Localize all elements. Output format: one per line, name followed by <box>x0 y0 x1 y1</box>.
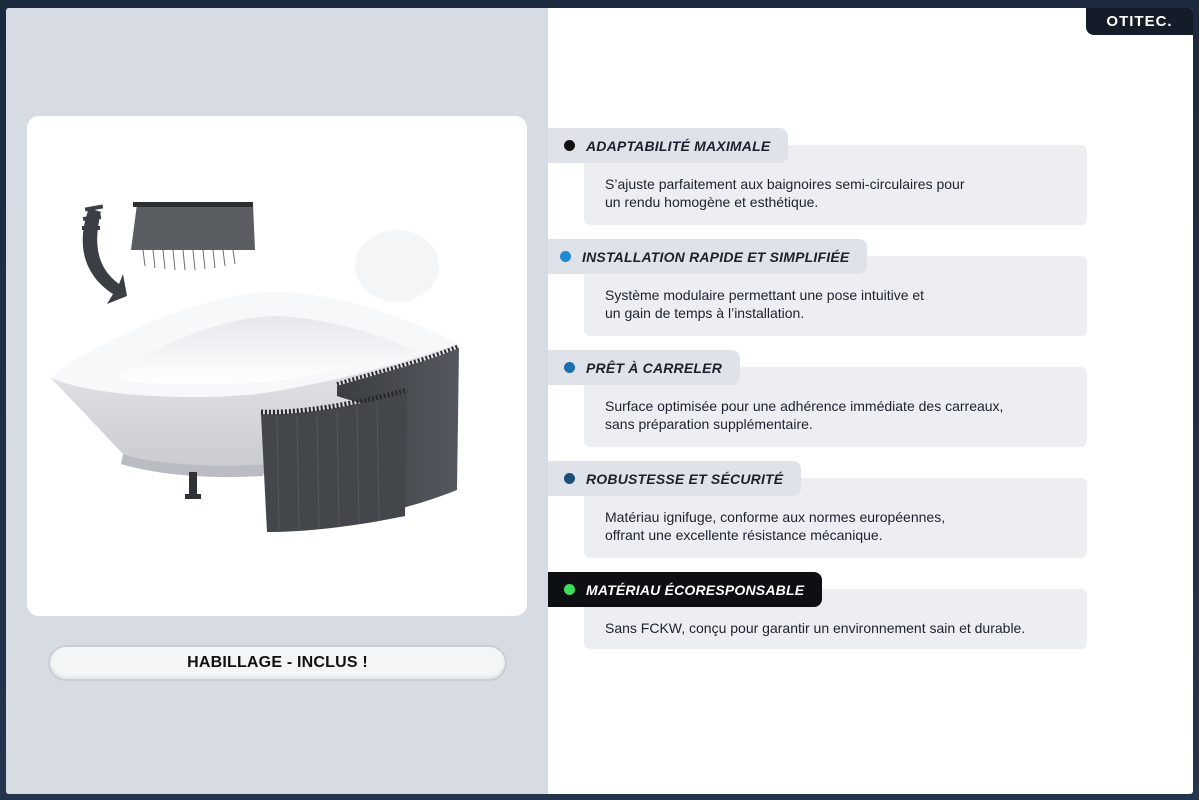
bullet-dot-icon <box>560 251 571 262</box>
description-line: Surface optimisée pour une adhérence immédiate des carreaux, <box>605 398 1004 414</box>
curved-arrow-icon <box>82 204 127 304</box>
description-line: un rendu homogène et esthétique. <box>605 194 819 210</box>
feature-title-tag <box>548 572 822 607</box>
description-line: un gain de temps à l’installation. <box>605 305 805 321</box>
bullet-dot-icon <box>564 362 575 373</box>
description-line: offrant une excellente résistance mécanique. <box>605 527 883 543</box>
feature-title: ADAPTABILITÉ MAXIMALE <box>586 137 771 154</box>
bullet-dot-icon <box>564 140 575 151</box>
description-line: S’ajuste parfaitement aux baignoires semi-circulaires pour <box>605 176 965 192</box>
product-panel <box>6 8 548 794</box>
page-frame <box>6 8 1193 794</box>
bathtub-illustration <box>27 116 527 616</box>
bullet-dot-icon <box>564 584 575 595</box>
description-line: sans préparation supplémentaire. <box>605 416 813 432</box>
feature-title-tag <box>548 350 740 385</box>
product-image-card <box>27 116 527 616</box>
feature-title-tag <box>548 239 867 274</box>
feature-title: PRÊT À CARRELER <box>586 359 723 376</box>
feature-title: INSTALLATION RAPIDE ET SIMPLIFIÉE <box>582 248 850 265</box>
feature-title-tag <box>548 461 801 496</box>
included-banner: HABILLAGE - INCLUS ! <box>50 647 505 679</box>
description-line: Système modulaire permettant une pose intuitive et <box>605 287 925 303</box>
description-line: Sans FCKW, conçu pour garantir un environnement sain et durable. <box>605 620 1026 636</box>
feature-title: MATÉRIAU ÉCORESPONSABLE <box>586 581 805 598</box>
brand-logo: OTITEC. <box>1086 8 1193 35</box>
feature-title-tag <box>548 128 788 163</box>
panel-piece <box>131 202 255 270</box>
bullet-dot-icon <box>564 473 575 484</box>
feature-title: ROBUSTESSE ET SÉCURITÉ <box>586 470 784 487</box>
description-line: Matériau ignifuge, conforme aux normes européennes, <box>605 509 946 525</box>
